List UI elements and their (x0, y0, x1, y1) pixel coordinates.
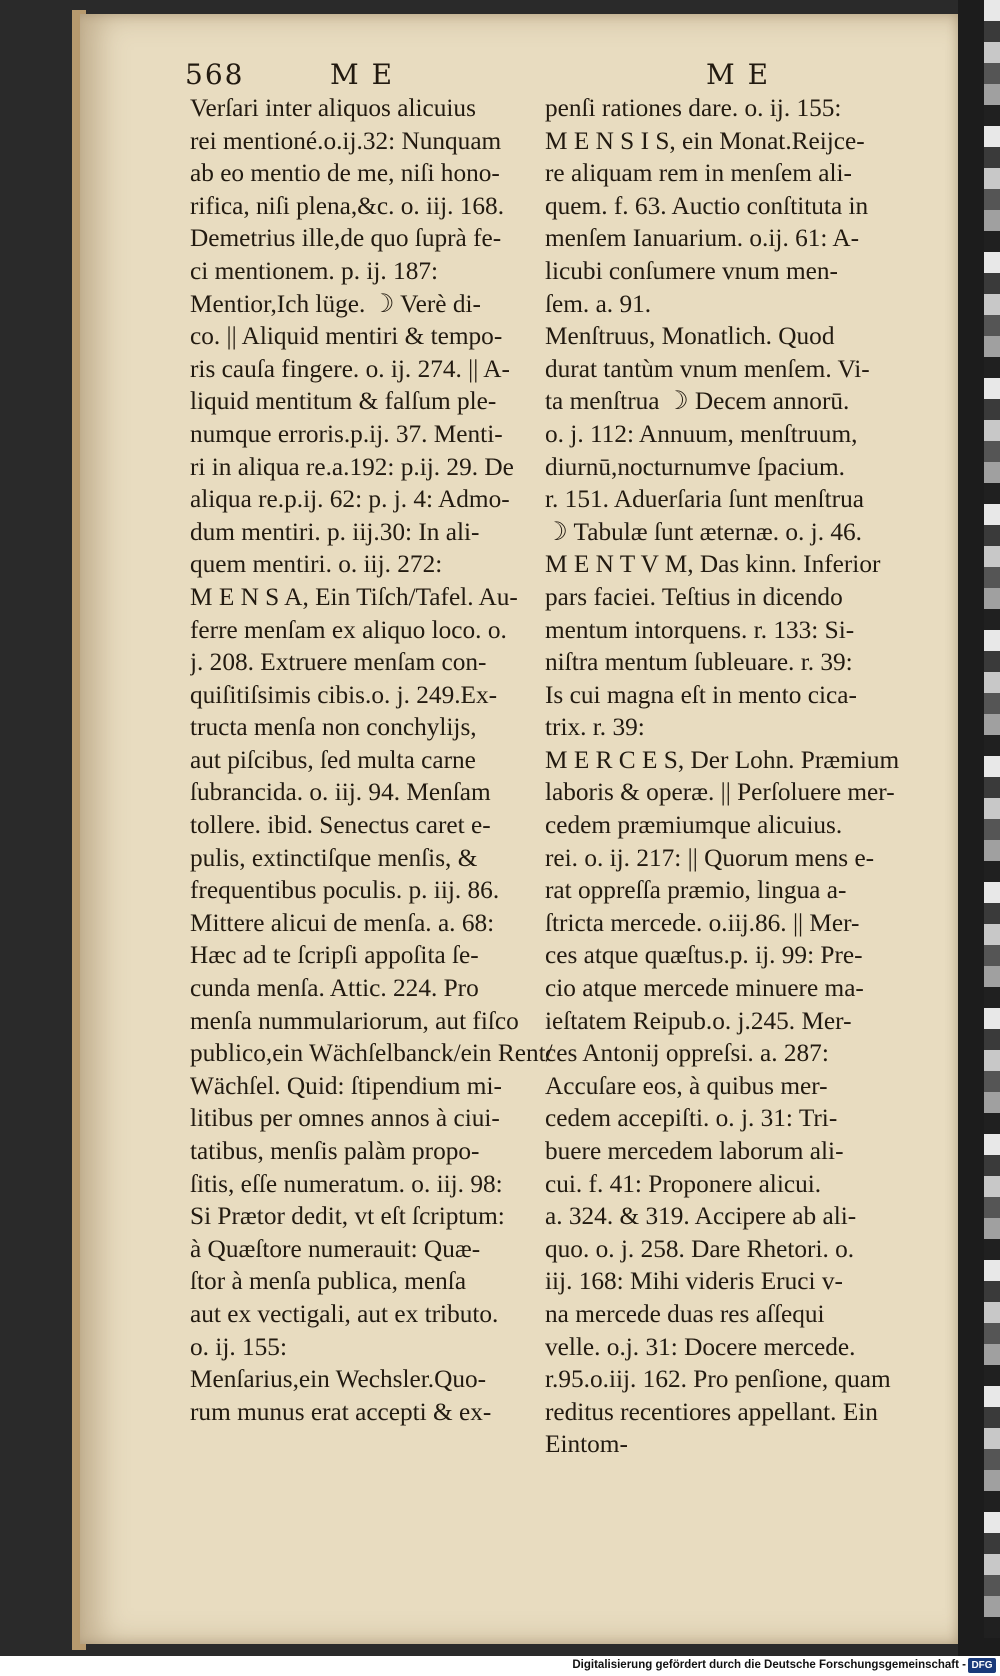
text-line: M E N S I S, ein Monat.Reijce- (545, 126, 865, 155)
text-line: M E N T V M, Das kinn. Inferior (545, 550, 881, 579)
calibration-segment (984, 63, 1000, 84)
text-line: Mittere alicui de menſa. a. 68: (190, 908, 495, 937)
right-column (545, 92, 953, 1461)
calibration-segment (984, 1302, 1000, 1323)
calibration-segment (984, 924, 1000, 945)
text-line: Verſari inter aliquos alicuius (190, 94, 476, 122)
calibration-segment (984, 378, 1000, 399)
text-line: ſitis, eſſe numeratum. o. iij. 98: (190, 1169, 503, 1198)
text-line: Menſarius,ein Wechsler.Quo- (190, 1365, 487, 1394)
digitization-footer (0, 1656, 1000, 1676)
text-line: o. j. 112: Annuum, menſtruum, (545, 419, 858, 448)
text-line: dum mentiri. p. iij.30: In ali- (190, 517, 480, 546)
text-line: tollere. ibid. Senectus caret e- (190, 811, 491, 840)
calibration-segment (984, 798, 1000, 819)
text-line: M E N S A, Ein Tiſch/Tafel. Au- (190, 582, 518, 611)
text-line: mentum intorquens. r. 133: Si- (545, 615, 855, 644)
text-line: menſa nummulariorum, aut fiſco (190, 1006, 519, 1035)
page-number: 568 (185, 58, 245, 91)
calibration-segment (984, 1113, 1000, 1134)
calibration-segment (984, 756, 1000, 777)
text-line: ſubrancida. o. iij. 94. Menſam (190, 778, 491, 807)
text-line: liquid mentitum & falſum ple- (190, 387, 497, 416)
calibration-segment (984, 1470, 1000, 1491)
calibration-segment (984, 567, 1000, 588)
text-line: buere mercedem laborum ali- (545, 1137, 844, 1165)
calibration-segment (984, 1512, 1000, 1533)
calibration-segment (984, 525, 1000, 546)
text-line: penſi rationes dare. o. ij. 155: (545, 94, 842, 122)
calibration-segment (984, 0, 1000, 21)
text-line: ri in aliqua re.a.192: p.ij. 29. De (190, 452, 514, 481)
calibration-segment (984, 903, 1000, 924)
calibration-segment (984, 1176, 1000, 1197)
text-line: ces atque quæſtus.p. ij. 99: Pre- (545, 941, 863, 970)
text-line: à Quæſtore numerauit: Quæ- (190, 1234, 481, 1263)
text-line: quiſitiſsimis cibis.o. j. 249.Ex- (190, 680, 498, 709)
calibration-segment (984, 168, 1000, 189)
text-line: a. 324. & 319. Accipere ab ali- (545, 1202, 857, 1231)
text-line: Eintom- (545, 1430, 628, 1459)
calibration-segment (984, 735, 1000, 756)
calibration-segment (984, 1029, 1000, 1050)
text-line: niſtra mentum ſubleuare. r. 39: (545, 648, 853, 677)
text-line: Demetrius ille,de quo ſuprà fe- (190, 224, 502, 253)
calibration-segment (984, 840, 1000, 861)
calibration-segment (984, 819, 1000, 840)
calibration-segment (984, 1533, 1000, 1554)
text-line: reditus recentiores appellant. Ein (545, 1397, 878, 1426)
calibration-segment (984, 882, 1000, 903)
text-line: cui. f. 41: Proponere alicui. (545, 1169, 822, 1198)
text-line: cunda menſa. Attic. 224. Pro (190, 974, 479, 1003)
calibration-segment (984, 693, 1000, 714)
calibration-segment (984, 1386, 1000, 1407)
calibration-segment (984, 777, 1000, 798)
calibration-segment (984, 504, 1000, 525)
calibration-segment (984, 609, 1000, 630)
text-line: cedem præmiumque alicuius. (545, 811, 843, 840)
running-head-left: M E (330, 58, 395, 91)
text-line: trix. r. 39: (545, 713, 645, 742)
calibration-segment (984, 105, 1000, 126)
calibration-segment (984, 1428, 1000, 1449)
calibration-segment (984, 126, 1000, 147)
text-line: j. 208. Extruere menſam con- (190, 648, 487, 677)
calibration-segment (984, 966, 1000, 987)
text-line: tatibus, menſis palàm propo- (190, 1137, 480, 1165)
text-line: durat tantùm vnum menſem. Vi- (545, 354, 870, 383)
calibration-segment (984, 651, 1000, 672)
calibration-segment (984, 147, 1000, 168)
text-line: ſem. a. 91. (545, 289, 652, 318)
calibration-segment (984, 189, 1000, 210)
calibration-segment (984, 420, 1000, 441)
text-line: ☽ Tabulæ ſunt æternæ. o. j. 46. (545, 517, 862, 546)
calibration-segment (984, 1617, 1000, 1638)
text-line: iij. 168: Mihi videris Eruci v- (545, 1267, 843, 1296)
text-line: diurnū,nocturnumve ſpacium. (545, 452, 845, 481)
calibration-segment (984, 1092, 1000, 1113)
calibration-segment (984, 1344, 1000, 1365)
calibration-segment (984, 252, 1000, 273)
calibration-segment (984, 84, 1000, 105)
calibration-segment (984, 294, 1000, 315)
text-line: rum munus erat accepti & ex- (190, 1397, 492, 1426)
calibration-segment (984, 336, 1000, 357)
calibration-segment (984, 1365, 1000, 1386)
text-line: quem mentiri. o. iij. 272: (190, 550, 443, 579)
text-line: frequentibus poculis. p. iij. 86. (190, 876, 500, 905)
calibration-segment (984, 987, 1000, 1008)
calibration-segment (984, 1155, 1000, 1176)
text-line: cedem accepiſti. o. j. 31: Tri- (545, 1104, 838, 1133)
calibration-segment (984, 462, 1000, 483)
text-line: velle. o.j. 31: Docere mercede. (545, 1332, 856, 1361)
calibration-segment (984, 945, 1000, 966)
calibration-segment (984, 1008, 1000, 1029)
calibration-segment (984, 1260, 1000, 1281)
text-line: ris cauſa fingere. o. ij. 274. || A- (190, 354, 510, 383)
text-line: re aliquam rem in menſem ali- (545, 159, 852, 188)
text-line: aliqua re.p.ij. 62: p. j. 4: Admo- (190, 485, 510, 514)
calibration-segment (984, 1407, 1000, 1428)
calibration-segment (984, 630, 1000, 651)
text-line: Accuſare eos, à quibus mer- (545, 1071, 828, 1100)
running-head-right: M E (706, 58, 771, 91)
footer-credit: Digitalisierung gefördert durch die Deutsche Forschungsgemeinschaft - (572, 1659, 966, 1671)
calibration-segment (984, 588, 1000, 609)
text-line: tructa menſa non conchylijs, (190, 713, 477, 742)
text-line: ſtricta mercede. o.iij.86. || Mer- (545, 908, 860, 937)
dfg-logo: DFG (968, 1658, 996, 1673)
calibration-segment (984, 1449, 1000, 1470)
text-line: menſem Ianuarium. o.ij. 61: A- (545, 224, 860, 253)
calibration-segment (984, 315, 1000, 336)
calibration-segment (984, 1218, 1000, 1239)
calibration-segment (984, 546, 1000, 567)
calibration-segment (984, 1491, 1000, 1512)
text-line: publico,ein Wächſelbanck/ein Rent/ (190, 1039, 553, 1068)
text-line: ci mentionem. p. ij. 187: (190, 256, 439, 285)
calibration-segment (984, 1050, 1000, 1071)
text-line: aut ex vectigali, aut ex tributo. (190, 1299, 499, 1328)
text-line: M E R C E S, Der Lohn. Præmium (545, 745, 900, 774)
calibration-segment (984, 1596, 1000, 1617)
calibration-segment (984, 357, 1000, 378)
calibration-segment (984, 1323, 1000, 1344)
text-line: r.95.o.iij. 162. Pro penſione, quam (545, 1365, 891, 1394)
text-line: Hæc ad te ſcripſi appoſita ſe- (190, 941, 479, 970)
text-line: Mentior,Ich lüge. ☽ Verè di- (190, 289, 481, 318)
left-column (190, 92, 594, 1428)
calibration-segment (984, 861, 1000, 882)
text-line: Is cui magna eſt in mento cica- (545, 680, 857, 709)
calibration-segment (984, 714, 1000, 735)
text-line: ta menſtrua ☽ Decem annorū. (545, 387, 850, 416)
calibration-segment (984, 1197, 1000, 1218)
text-line: Menſtruus, Monatlich. Quod (545, 322, 835, 351)
text-line: ferre menſam ex aliquo loco. o. (190, 615, 507, 644)
calibration-segment (984, 1554, 1000, 1575)
text-line: ces Antonij oppreſsi. a. 287: (545, 1039, 829, 1068)
text-line: na mercede duas res aſſequi (545, 1299, 825, 1328)
calibration-segment (984, 273, 1000, 294)
text-line: o. ij. 155: (190, 1332, 287, 1361)
text-line: cio atque mercede minuere ma- (545, 974, 864, 1003)
text-line: co. || Aliquid mentiri & tempo- (190, 322, 503, 351)
calibration-segment (984, 1575, 1000, 1596)
text-line: ſtor à menſa publica, menſa (190, 1267, 467, 1296)
text-line: r. 151. Aduerſaria ſunt menſtrua (545, 485, 864, 514)
text-line: licubi conſumere vnum men- (545, 256, 838, 285)
calibration-segment (984, 21, 1000, 42)
calibration-segment (984, 1134, 1000, 1155)
calibration-segment (984, 231, 1000, 252)
calibration-segment (984, 1071, 1000, 1092)
calibration-segment (984, 441, 1000, 462)
text-line: rifica, niſi plena,&c. o. iij. 168. (190, 191, 505, 220)
calibration-segment (984, 399, 1000, 420)
text-line: Wächſel. Quid: ſtipendium mi- (190, 1071, 502, 1100)
text-line: numque erroris.p.ij. 37. Menti- (190, 419, 503, 448)
text-line: pulis, extinctiſque menſis, & (190, 843, 478, 872)
calibration-segment (984, 672, 1000, 693)
text-line: rei. o. ij. 217: || Quorum mens e- (545, 843, 875, 872)
text-line: aut piſcibus, ſed multa carne (190, 745, 476, 774)
calibration-segment (984, 1281, 1000, 1302)
text-line: Si Prætor dedit, vt eſt ſcriptum: (190, 1202, 505, 1231)
text-line: ieſtatem Reipub.o. j.245. Mer- (545, 1006, 852, 1035)
calibration-segment (984, 483, 1000, 504)
calibration-segment (984, 42, 1000, 63)
calibration-segment (984, 210, 1000, 231)
calibration-segment (984, 1239, 1000, 1260)
text-line: quem. f. 63. Auctio conſtituta in (545, 191, 869, 220)
text-line: rei mentioné.o.ij.32: Nunquam (190, 126, 502, 155)
text-line: pars faciei. Teſtius in dicendo (545, 582, 843, 611)
text-line: laboris & operæ. || Perſoluere mer- (545, 778, 895, 807)
text-line: ab eo mentio de me, niſi hono- (190, 159, 500, 188)
color-calibration-strip (984, 0, 1000, 1640)
text-line: rat oppreſſa præmio, lingua a- (545, 876, 847, 905)
text-line: litibus per omnes annos à ciui- (190, 1104, 500, 1133)
text-line: quo. o. j. 258. Dare Rhetori. o. (545, 1234, 855, 1263)
